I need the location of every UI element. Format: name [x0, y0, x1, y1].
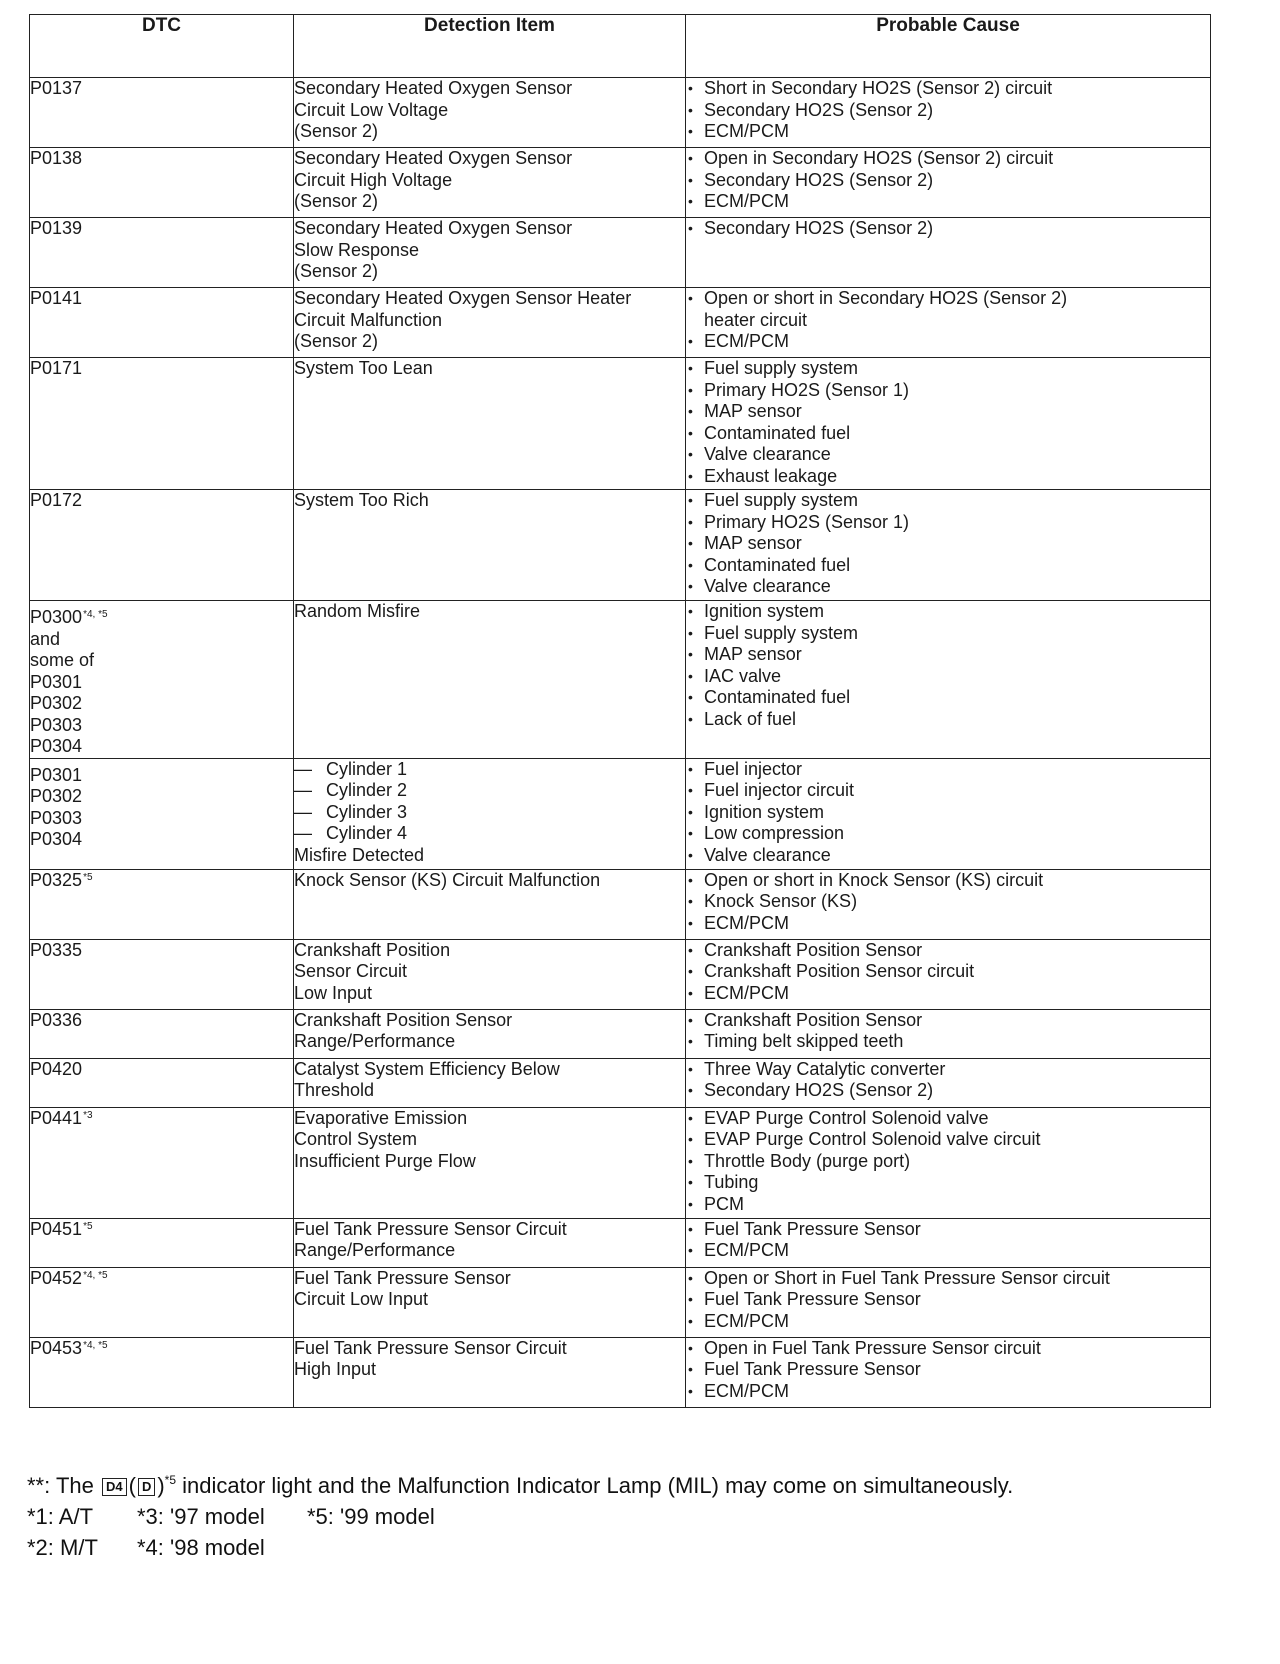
footnote-97: *3: '97 model	[137, 1504, 265, 1529]
detection-item-text: Slow Response	[294, 239, 420, 260]
cause-list	[686, 1108, 1210, 1216]
footnote-99: *5: '99 model	[307, 1504, 435, 1529]
dash-mark: —	[294, 823, 312, 843]
cause-item	[686, 687, 1210, 709]
detection-item-text: (Sensor 2)	[294, 261, 379, 281]
dtc-code-line	[30, 1108, 293, 1130]
detection-item-cell	[294, 1058, 686, 1107]
cause-item	[686, 983, 1210, 1005]
cause-text: • Crankshaft Position Sensor circuit	[704, 961, 975, 981]
cause-text: • Fuel injector circuit	[704, 780, 855, 800]
detection-item-text: Sensor Circuit	[294, 961, 408, 981]
detection-item-text: Misfire Detected	[294, 844, 425, 865]
dtc-cell	[30, 758, 294, 869]
dtc-code: P0420	[30, 1058, 83, 1079]
table-row	[30, 1058, 1211, 1107]
cause-item	[686, 288, 1210, 331]
cause-item	[686, 218, 1210, 240]
dtc-code: P0139	[30, 218, 83, 238]
cause-text: • Knock Sensor (KS)	[704, 891, 858, 911]
footnotes	[27, 1470, 1013, 1563]
detection-item-text: Circuit Low Input	[294, 1289, 429, 1309]
dtc-code: P0171	[30, 358, 83, 378]
cause-item	[686, 759, 1210, 781]
cause-text: • ECM/PCM	[704, 982, 789, 1003]
dtc-code: P0441	[30, 1107, 83, 1128]
detection-item-cell	[294, 490, 686, 601]
cause-item	[686, 331, 1210, 353]
cause-item	[686, 1031, 1210, 1053]
detection-item-text: Circuit High Voltage	[294, 169, 453, 190]
cause-list	[686, 288, 1210, 353]
cause-text: • Valve clearance	[704, 576, 831, 596]
cause-item	[686, 913, 1210, 935]
dtc-cell	[30, 358, 294, 490]
dtc-code: P0453	[30, 1337, 83, 1358]
cause-text: • Fuel Tank Pressure Sensor	[704, 1218, 921, 1239]
cause-text: • Tubing	[704, 1172, 759, 1192]
cause-item	[686, 444, 1210, 466]
footnote-main	[27, 1470, 1013, 1501]
detection-item-cell	[294, 78, 686, 148]
cause-item	[686, 1194, 1210, 1216]
probable-cause-cell	[686, 490, 1211, 601]
dtc-footnote-ref: *4, *5	[83, 1339, 108, 1351]
cause-item	[686, 780, 1210, 802]
cause-item	[686, 1240, 1210, 1262]
probable-cause-cell	[686, 1218, 1211, 1267]
cause-text: • Secondary HO2S (Sensor 2)	[704, 169, 934, 190]
detection-item-text: Insufficient Purge Flow	[294, 1150, 476, 1171]
cause-text: • IAC valve	[704, 665, 782, 686]
detection-item-cell	[294, 1337, 686, 1407]
cause-item	[686, 1268, 1210, 1290]
detection-item-text: Secondary Heated Oxygen Sensor	[294, 218, 573, 238]
cause-item	[686, 709, 1210, 731]
cylinder-line	[294, 780, 685, 802]
dtc-code: P0302	[30, 693, 83, 713]
cause-item	[686, 1172, 1210, 1194]
dtc-table	[29, 14, 1211, 1408]
detection-item-text: Fuel Tank Pressure Sensor Circuit	[294, 1337, 567, 1358]
table-header-row	[30, 15, 1211, 78]
probable-cause-cell	[686, 1009, 1211, 1058]
dtc-code: P0138	[30, 148, 83, 168]
detection-item-text: Random Misfire	[294, 601, 421, 621]
dtc-footnote-ref: *4, *5	[83, 609, 108, 620]
cause-item	[686, 802, 1210, 824]
dtc-code-line	[30, 607, 293, 629]
cause-item	[686, 1059, 1210, 1081]
cause-list	[686, 1059, 1210, 1102]
cause-item	[686, 1151, 1210, 1173]
probable-cause-cell	[686, 601, 1211, 759]
cylinder-label: Cylinder 1	[326, 758, 408, 779]
dtc-cell	[30, 1218, 294, 1267]
cause-item	[686, 1289, 1210, 1311]
dtc-cell	[30, 1058, 294, 1107]
detection-item-text: Evaporative Emission	[294, 1107, 468, 1128]
cause-item	[686, 466, 1210, 488]
table-row	[30, 1107, 1211, 1218]
detection-item-text: Control System	[294, 1129, 418, 1149]
cause-list	[686, 490, 1210, 598]
cylinder-label: Cylinder 3	[326, 801, 408, 822]
cause-text: • Secondary HO2S (Sensor 2)	[704, 218, 934, 238]
cause-item	[686, 100, 1210, 122]
dtc-code-line	[30, 1338, 293, 1360]
dtc-code: P0304	[30, 736, 83, 756]
cause-item	[686, 961, 1210, 983]
detection-item-cell	[294, 218, 686, 288]
probable-cause-cell	[686, 358, 1211, 490]
probable-cause-cell	[686, 1337, 1211, 1407]
cause-text: • ECM/PCM	[704, 191, 789, 211]
detection-item-cell	[294, 601, 686, 759]
table-row	[30, 1267, 1211, 1337]
cause-text: heater circuit	[704, 309, 808, 330]
dtc-cell	[30, 1107, 294, 1218]
detection-item-text: Fuel Tank Pressure Sensor Circuit	[294, 1218, 567, 1239]
dtc-code: P0303	[30, 807, 83, 828]
dash-mark: —	[294, 801, 312, 822]
dtc-cell	[30, 490, 294, 601]
cylinder-line	[294, 759, 685, 781]
table-row	[30, 758, 1211, 869]
cause-list	[686, 759, 1210, 867]
dtc-code: P0336	[30, 1009, 83, 1030]
cause-list	[686, 358, 1210, 487]
footnote-main-sup: *5	[164, 1473, 176, 1487]
dtc-cell	[30, 939, 294, 1009]
dtc-code: P0303	[30, 714, 83, 735]
table-row	[30, 490, 1211, 601]
cause-text: • Open or short in Knock Sensor (KS) circuit	[704, 869, 1044, 890]
table-row	[30, 1009, 1211, 1058]
detection-item-text: Low Input	[294, 982, 373, 1003]
cause-text: • Three Way Catalytic converter	[704, 1058, 946, 1079]
dtc-code: P0137	[30, 78, 83, 98]
cause-item	[686, 423, 1210, 445]
dtc-cell	[30, 288, 294, 358]
cause-item	[686, 191, 1210, 213]
cause-item	[686, 1108, 1210, 1130]
dtc-footnote-ref: *4, *5	[83, 1269, 108, 1281]
cause-item	[686, 1359, 1210, 1381]
cause-item	[686, 555, 1210, 577]
detection-item-cell	[294, 1267, 686, 1337]
dtc-code: and	[30, 628, 61, 649]
table-body	[30, 78, 1211, 1408]
footnote-row-2	[27, 1532, 1013, 1563]
cause-item	[686, 512, 1210, 534]
cause-text: • ECM/PCM	[704, 331, 789, 351]
detection-item-text: Fuel Tank Pressure Sensor	[294, 1267, 511, 1288]
detection-item-cell	[294, 869, 686, 939]
cause-text: • EVAP Purge Control Solenoid valve	[704, 1107, 989, 1128]
cause-list	[686, 1268, 1210, 1333]
cause-item	[686, 623, 1210, 645]
cause-item	[686, 940, 1210, 962]
dash-mark: —	[294, 780, 312, 800]
cause-text: • ECM/PCM	[704, 121, 789, 141]
dtc-code: some of	[30, 650, 95, 670]
cause-item	[686, 358, 1210, 380]
dtc-cell	[30, 601, 294, 759]
cause-item	[686, 823, 1210, 845]
cause-text: • Secondary HO2S (Sensor 2)	[704, 99, 934, 120]
dtc-code: P0172	[30, 490, 83, 510]
cause-text: • Contaminated fuel	[704, 422, 851, 443]
dtc-code: P0304	[30, 829, 83, 849]
cause-list	[686, 1338, 1210, 1403]
cause-item	[686, 1338, 1210, 1360]
table-row	[30, 939, 1211, 1009]
footnote-main-rest: indicator light and the Malfunction Indicator Lamp (MIL) may come on simultaneously.	[182, 1473, 1014, 1498]
cause-item	[686, 1129, 1210, 1151]
dtc-code: P0301	[30, 671, 83, 692]
cause-text: • Throttle Body (purge port)	[704, 1150, 911, 1171]
probable-cause-cell	[686, 758, 1211, 869]
cause-text: • MAP sensor	[704, 533, 802, 553]
table-row	[30, 601, 1211, 759]
cause-item	[686, 533, 1210, 555]
cause-text: • Valve clearance	[704, 844, 831, 865]
cause-list	[686, 601, 1210, 730]
cause-text: • Fuel injector	[704, 758, 803, 779]
detection-item-text: Catalyst System Efficiency Below	[294, 1058, 560, 1079]
cause-item	[686, 401, 1210, 423]
cause-item	[686, 121, 1210, 143]
cause-text: • Primary HO2S (Sensor 1)	[704, 511, 910, 532]
cause-list	[686, 218, 1210, 240]
detection-item-text: Crankshaft Position Sensor	[294, 1009, 513, 1030]
detection-item-text: System Too Lean	[294, 358, 433, 378]
cause-list	[686, 148, 1210, 213]
header-probable-cause: Probable Cause	[686, 15, 1211, 78]
cause-item	[686, 1010, 1210, 1032]
footnote-at: *1: A/T	[27, 1504, 94, 1529]
dtc-cell	[30, 869, 294, 939]
cause-text: • EVAP Purge Control Solenoid valve circuit	[704, 1129, 1041, 1149]
detection-item-text: Range/Performance	[294, 1031, 456, 1051]
footnote-paren-open: (	[128, 1473, 136, 1498]
cause-text: • ECM/PCM	[704, 912, 789, 933]
detection-item-text: Knock Sensor (KS) Circuit Malfunction	[294, 869, 601, 890]
cause-text: • Fuel Tank Pressure Sensor	[704, 1289, 921, 1309]
dtc-code: P0452	[30, 1267, 83, 1288]
detection-item-text: (Sensor 2)	[294, 331, 379, 351]
cause-text: • Crankshaft Position Sensor	[704, 1009, 923, 1030]
cause-item	[686, 170, 1210, 192]
detection-item-cell	[294, 939, 686, 1009]
cause-item	[686, 891, 1210, 913]
d4-indicator-icon: D4	[102, 1478, 127, 1496]
cause-text: • Fuel supply system	[704, 490, 859, 510]
footnote-paren-close: )	[157, 1473, 165, 1498]
cause-item	[686, 601, 1210, 623]
detection-item-cell	[294, 1009, 686, 1058]
cause-item	[686, 490, 1210, 512]
cause-text: • Contaminated fuel	[704, 687, 851, 707]
cause-text: • ECM/PCM	[704, 1240, 789, 1260]
detection-item-cell	[294, 148, 686, 218]
dtc-code-line	[30, 870, 293, 892]
dtc-code: P0451	[30, 1218, 83, 1239]
cause-text: • Secondary HO2S (Sensor 2)	[704, 1080, 934, 1100]
cause-list	[686, 870, 1210, 935]
cause-list	[686, 940, 1210, 1005]
cause-text: • PCM	[704, 1193, 744, 1214]
detection-item-cell	[294, 1107, 686, 1218]
detection-item-text: Circuit Low Voltage	[294, 99, 449, 120]
header-dtc: DTC	[30, 15, 294, 78]
cause-list	[686, 1219, 1210, 1262]
detection-item-text: Range/Performance	[294, 1240, 456, 1260]
cause-text: • Low compression	[704, 823, 845, 843]
detection-item-text: (Sensor 2)	[294, 121, 379, 141]
table-row	[30, 288, 1211, 358]
cylinder-label: Cylinder 2	[326, 780, 408, 800]
cause-text: • Ignition system	[704, 601, 825, 621]
probable-cause-cell	[686, 148, 1211, 218]
footnote-mt: *2: M/T	[27, 1535, 98, 1560]
table-row	[30, 218, 1211, 288]
cause-text: • Exhaust leakage	[704, 465, 838, 486]
detection-item-cell	[294, 758, 686, 869]
footnote-row-1	[27, 1501, 1013, 1532]
probable-cause-cell	[686, 218, 1211, 288]
dtc-cell	[30, 1267, 294, 1337]
cause-text: • Crankshaft Position Sensor	[704, 939, 923, 960]
probable-cause-cell	[686, 1107, 1211, 1218]
cause-text: • MAP sensor	[704, 644, 802, 664]
table-row	[30, 78, 1211, 148]
probable-cause-cell	[686, 1267, 1211, 1337]
cause-item	[686, 1311, 1210, 1333]
cause-text: • Fuel supply system	[704, 358, 859, 378]
detection-item-text: Crankshaft Position	[294, 939, 451, 960]
cylinder-label: Cylinder 4	[326, 823, 408, 843]
probable-cause-cell	[686, 869, 1211, 939]
header-detection-item: Detection Item	[294, 15, 686, 78]
dtc-footnote-ref: *5	[83, 1220, 93, 1232]
detection-item-text: Secondary Heated Oxygen Sensor	[294, 148, 573, 168]
detection-item-text: System Too Rich	[294, 490, 429, 510]
probable-cause-cell	[686, 78, 1211, 148]
table-row	[30, 1337, 1211, 1407]
dtc-code: P0301	[30, 764, 83, 785]
table-row	[30, 358, 1211, 490]
cause-item	[686, 845, 1210, 867]
dtc-cell	[30, 1009, 294, 1058]
dash-mark: —	[294, 758, 312, 779]
cause-list	[686, 1010, 1210, 1053]
dtc-footnote-ref: *3	[83, 1109, 93, 1121]
cause-text: • Contaminated fuel	[704, 554, 851, 575]
footnote-main-prefix: **: The	[27, 1473, 94, 1498]
cause-text: • Valve clearance	[704, 444, 831, 464]
d-indicator-icon: D	[138, 1478, 155, 1496]
cause-text: • ECM/PCM	[704, 1310, 789, 1331]
dtc-cell	[30, 1337, 294, 1407]
table-row	[30, 1218, 1211, 1267]
cause-text: • Timing belt skipped teeth	[704, 1031, 904, 1051]
cause-item	[686, 1219, 1210, 1241]
detection-item-text: Circuit Malfunction	[294, 309, 443, 330]
dtc-code: P0325	[30, 869, 83, 890]
cause-item	[686, 1080, 1210, 1102]
dtc-cell	[30, 218, 294, 288]
table-row	[30, 869, 1211, 939]
detection-item-text: Secondary Heated Oxygen Sensor	[294, 78, 573, 98]
cause-text: • Fuel Tank Pressure Sensor	[704, 1359, 921, 1379]
dtc-code: P0302	[30, 786, 83, 806]
dtc-code-line	[30, 1268, 293, 1290]
detection-item-cell	[294, 1218, 686, 1267]
cause-item	[686, 666, 1210, 688]
detection-item-text: Threshold	[294, 1080, 375, 1100]
cause-text: • Open in Secondary HO2S (Sensor 2) circuit	[704, 148, 1054, 168]
cause-text: • Open or short in Secondary HO2S (Sensor 2)	[704, 288, 1068, 308]
table-row	[30, 148, 1211, 218]
cause-text: • Open or Short in Fuel Tank Pressure Sensor circuit	[704, 1267, 1110, 1288]
probable-cause-cell	[686, 1058, 1211, 1107]
probable-cause-cell	[686, 939, 1211, 1009]
cause-text: • Primary HO2S (Sensor 1)	[704, 379, 910, 400]
dtc-code: P0300	[30, 607, 83, 627]
dtc-code-line	[30, 1219, 293, 1241]
cause-text: • ECM/PCM	[704, 1380, 789, 1401]
detection-item-text: High Input	[294, 1359, 377, 1379]
cause-text: • Lack of fuel	[704, 708, 797, 729]
cylinder-line	[294, 802, 685, 824]
footnote-98: *4: '98 model	[137, 1535, 265, 1560]
cylinder-line	[294, 823, 685, 845]
detection-item-cell	[294, 288, 686, 358]
cause-item	[686, 380, 1210, 402]
cause-list	[686, 78, 1210, 143]
detection-item-text: (Sensor 2)	[294, 191, 379, 211]
cause-text: • Open in Fuel Tank Pressure Sensor circuit	[704, 1337, 1041, 1358]
cause-item	[686, 644, 1210, 666]
dtc-footnote-ref: *5	[83, 871, 93, 883]
dtc-cell	[30, 148, 294, 218]
cause-text: • Ignition system	[704, 801, 825, 822]
cause-item	[686, 870, 1210, 892]
detection-item-cell	[294, 358, 686, 490]
cause-item	[686, 576, 1210, 598]
cause-item	[686, 1381, 1210, 1403]
dtc-code: P0141	[30, 288, 83, 308]
cause-item	[686, 148, 1210, 170]
dtc-code: P0335	[30, 939, 83, 960]
cause-item	[686, 78, 1210, 100]
dtc-cell	[30, 78, 294, 148]
probable-cause-cell	[686, 288, 1211, 358]
cause-text: • Fuel supply system	[704, 622, 859, 643]
cause-text: • MAP sensor	[704, 401, 802, 421]
cause-text: • Short in Secondary HO2S (Sensor 2) circuit	[704, 78, 1053, 98]
detection-item-text: Secondary Heated Oxygen Sensor Heater	[294, 288, 632, 308]
